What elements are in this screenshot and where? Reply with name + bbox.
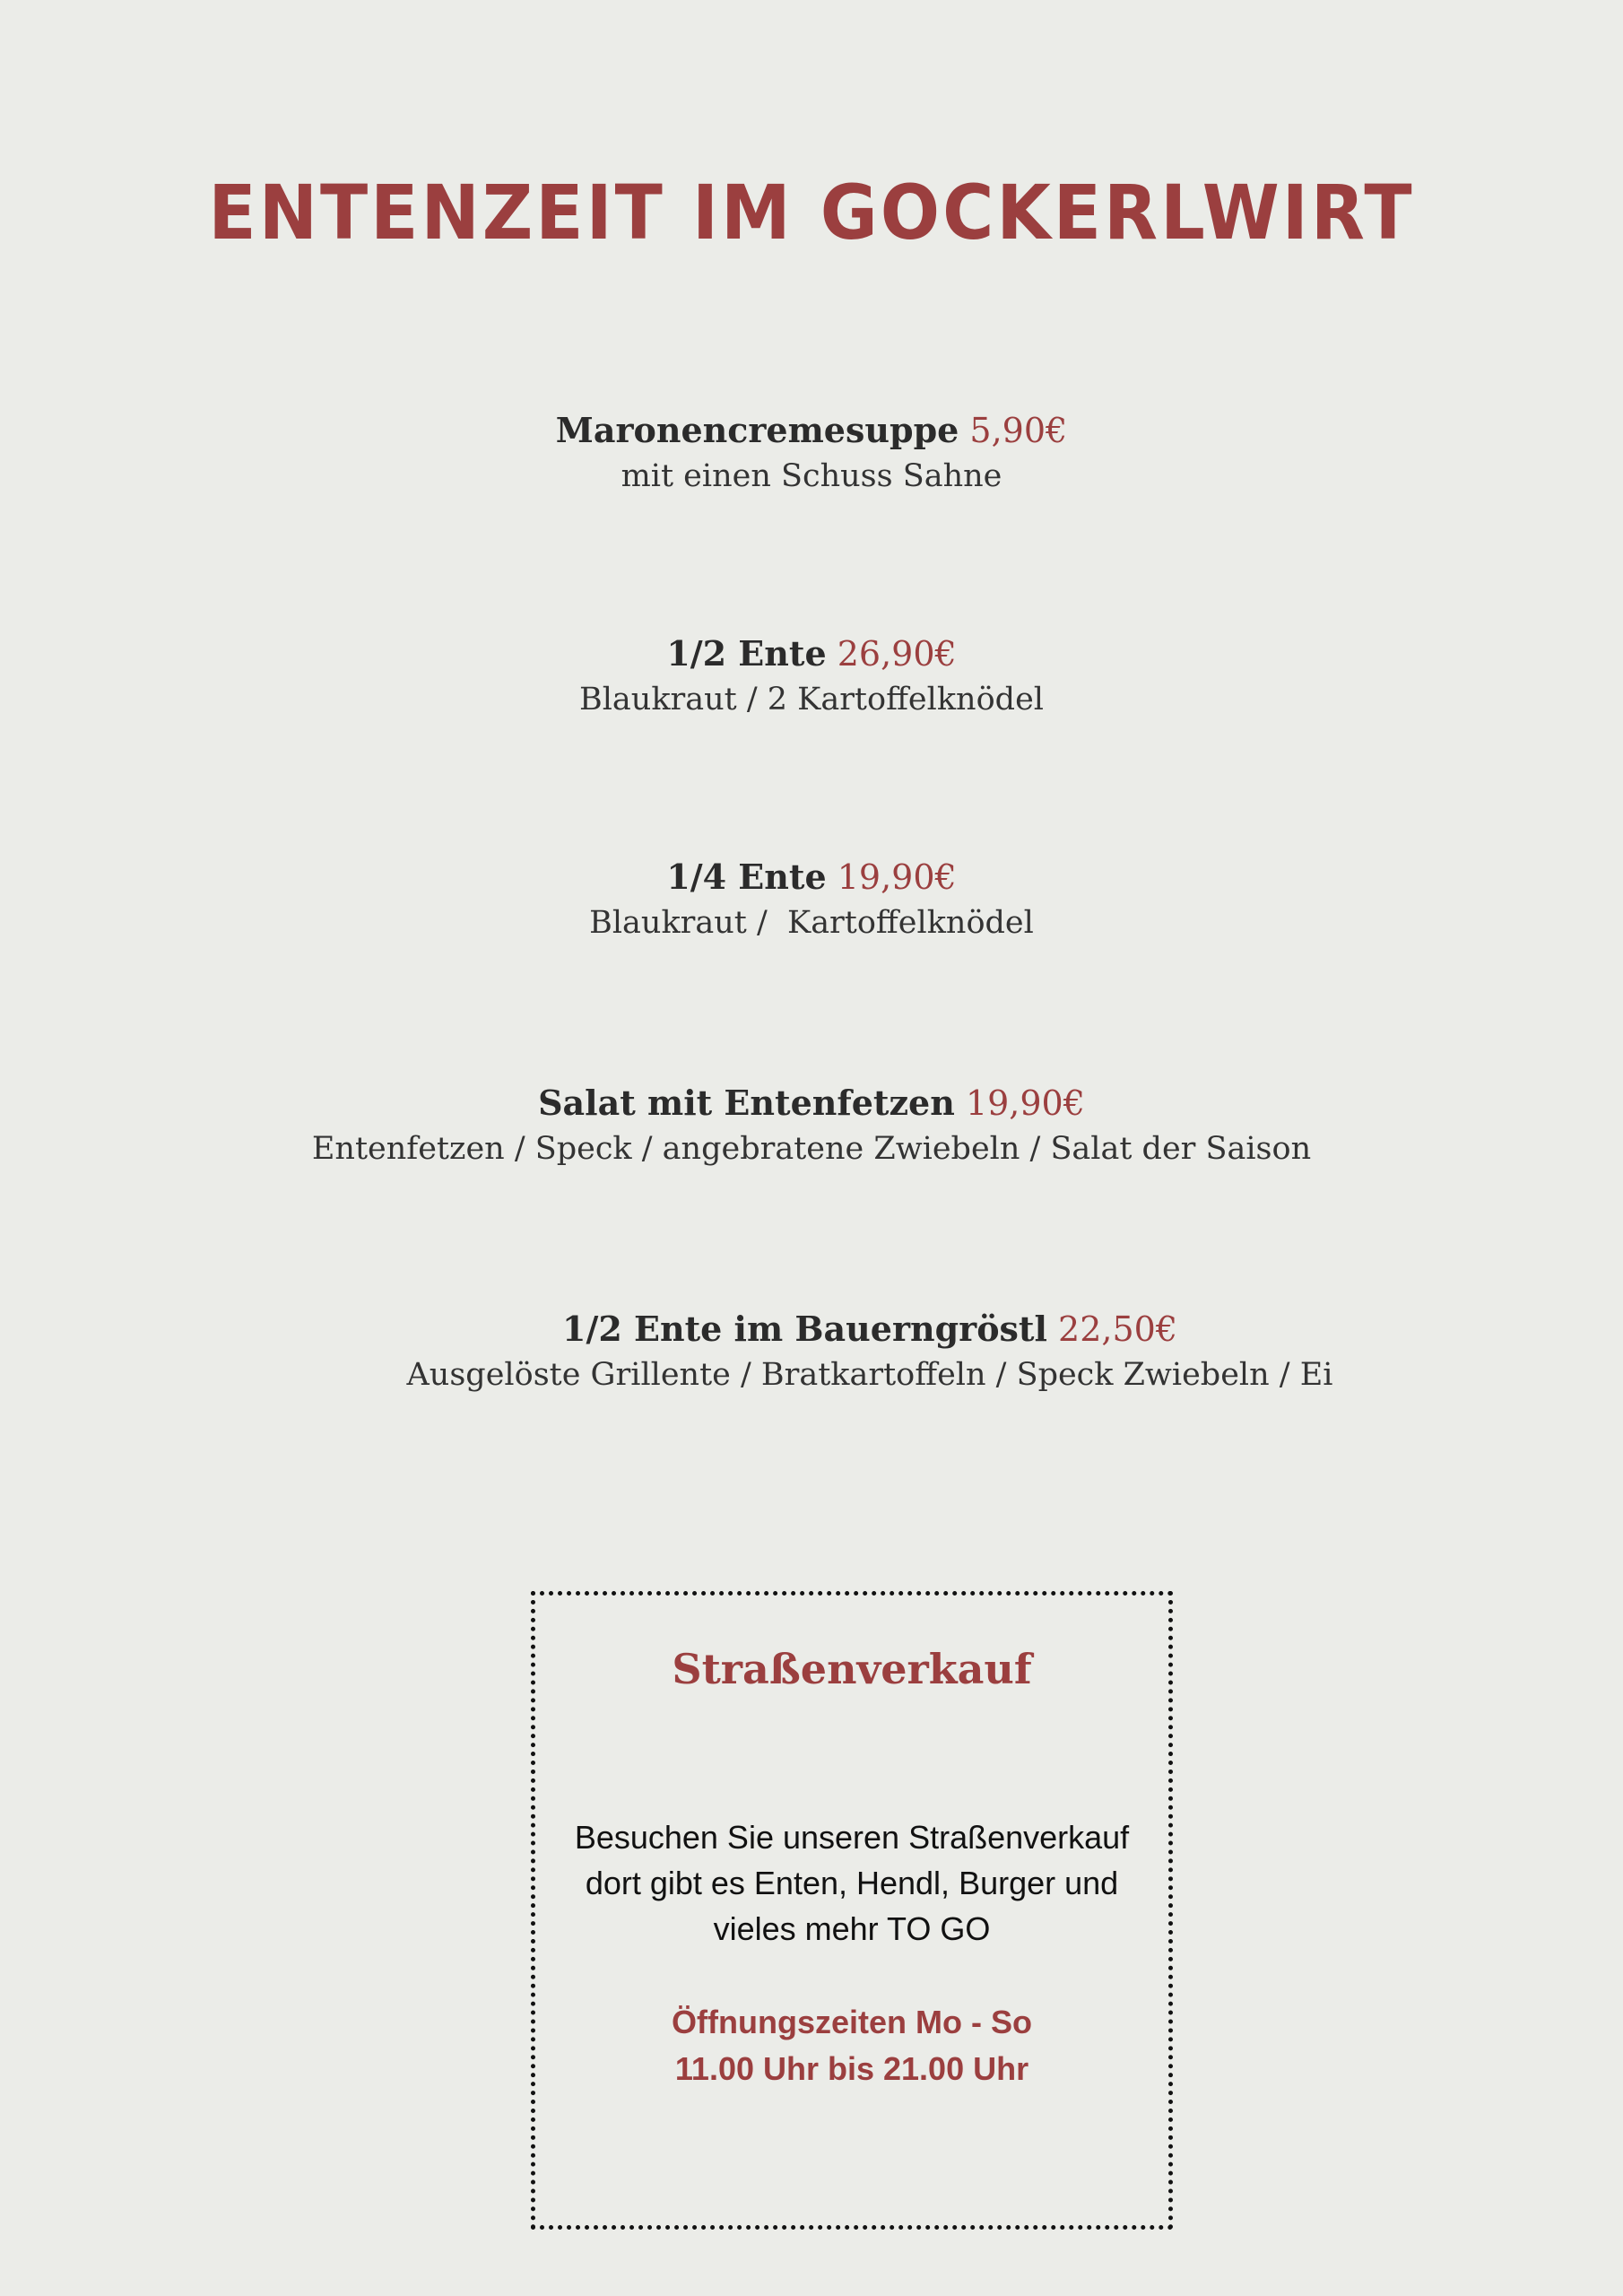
menu-item-name: 1/2 Ente im Bauerngröstl — [562, 1309, 1047, 1349]
menu-item-description: Entenfetzen / Speck / angebratene Zwiebeln / Salat der Saison — [311, 1131, 1312, 1167]
menu-item-viertel-ente — [229, 855, 1394, 946]
opening-hours — [553, 1999, 1150, 2092]
box-text-line: Besuchen Sie unseren Straßenverkauf — [574, 1819, 1130, 1856]
menu-item-ente-im-bauerngroestl — [287, 1307, 1453, 1398]
menu-item-description: mit einen Schuss Sahne — [621, 458, 1002, 494]
menu-item-price: 26,90€ — [837, 634, 957, 674]
menu-item-salat-mit-entenfetzen — [229, 1081, 1394, 1172]
box-text-line: vieles mehr TO GO — [713, 1910, 991, 1947]
menu-item-name: Maronencremesuppe — [555, 410, 959, 450]
menu-item-price: 5,90€ — [969, 411, 1068, 450]
menu-item-description: Blaukraut / Kartoffelknödel — [589, 905, 1034, 941]
box-text-line: dort gibt es Enten, Hendl, Burger und — [585, 1865, 1119, 1901]
menu-item-halbe-ente — [229, 631, 1394, 723]
opening-hours-line: 11.00 Uhr bis 21.00 Uhr — [674, 2050, 1029, 2087]
page-title: ENTENZEIT IM GOCKERLWIRT — [208, 170, 1415, 257]
menu-item-price: 19,90€ — [837, 857, 957, 897]
opening-hours-line: Öffnungszeiten Mo - So — [672, 2004, 1032, 2040]
box-text — [553, 1814, 1150, 1952]
menu-item-price: 22,50€ — [1058, 1309, 1177, 1349]
menu-item-description: Ausgelöste Grillente / Bratkartoffeln / Speck Zwiebeln / Ei — [406, 1357, 1333, 1393]
menu-item-maronencremesuppe — [229, 408, 1394, 500]
box-title: Straßenverkauf — [672, 1645, 1032, 1693]
menu-item-name: 1/2 Ente — [666, 633, 827, 674]
menu-item-name: Salat mit Entenfetzen — [538, 1083, 955, 1123]
menu-item-name: 1/4 Ente — [666, 857, 827, 897]
menu-item-description: Blaukraut / 2 Kartoffelknödel — [579, 682, 1044, 718]
menu-item-price: 19,90€ — [965, 1083, 1085, 1123]
strassenverkauf-box — [531, 1591, 1173, 2230]
